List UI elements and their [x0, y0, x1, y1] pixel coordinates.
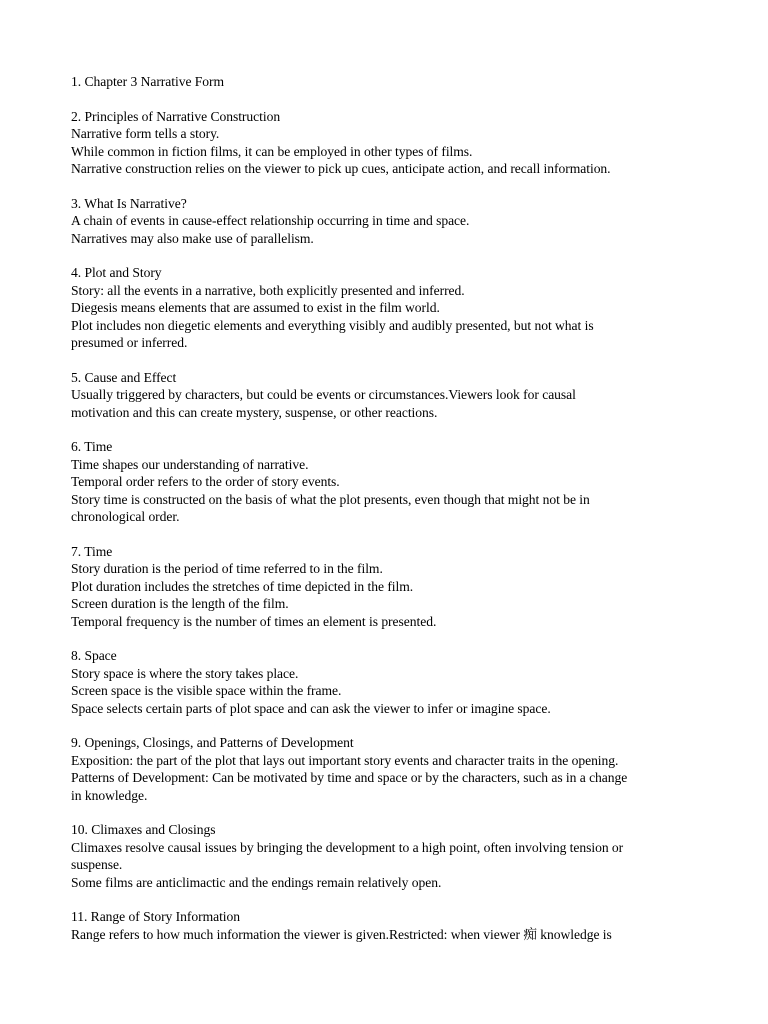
body-line: in knowledge. — [71, 787, 148, 803]
section-1 — [71, 73, 728, 90]
section-heading: 5. Cause and Effect — [71, 369, 177, 385]
body-line: Plot includes non diegetic elements and everything visibly and audibly presented, but not what is — [71, 317, 594, 333]
body-line: motivation and this can create mystery, suspense, or other reactions. — [71, 404, 438, 420]
body-line: Some films are anticlimactic and the endings remain relatively open. — [71, 874, 442, 890]
section-heading: 4. Plot and Story — [71, 265, 162, 281]
section-4 — [71, 264, 728, 351]
section-8 — [71, 647, 728, 717]
section-heading: 10. Climaxes and Closings — [71, 822, 216, 838]
section-heading: 7. Time — [71, 543, 113, 559]
section-heading: 11. Range of Story Information — [71, 909, 241, 925]
body-line: Narrative construction relies on the viewer to pick up cues, anticipate action, and recall information. — [71, 161, 611, 177]
section-heading: 6. Time — [71, 439, 113, 455]
body-line: Screen duration is the length of the film. — [71, 596, 289, 612]
section-10 — [71, 821, 728, 891]
body-line: presumed or inferred. — [71, 335, 188, 351]
body-line: Narrative form tells a story. — [71, 126, 220, 142]
section-9 — [71, 734, 728, 804]
body-line: Range refers to how much information the viewer is given.Restricted: when viewer 痴 knowledge is — [71, 926, 612, 942]
body-line: Story: all the events in a narrative, both explicitly presented and inferred. — [71, 282, 465, 298]
body-line: Exposition: the part of the plot that lays out important story events and character traits in the opening. — [71, 752, 619, 768]
body-line: Story time is constructed on the basis of what the plot presents, even though that might not be in — [71, 491, 590, 507]
section-11 — [71, 908, 728, 943]
body-line: While common in fiction films, it can be employed in other types of films. — [71, 143, 473, 159]
body-line: A chain of events in cause-effect relationship occurring in time and space. — [71, 213, 470, 229]
body-line: Climaxes resolve causal issues by bringing the development to a high point, often involving tension or — [71, 839, 624, 855]
section-heading: 3. What Is Narrative? — [71, 195, 187, 211]
body-line: Diegesis means elements that are assumed to exist in the film world. — [71, 300, 440, 316]
section-6 — [71, 438, 728, 525]
body-line: Screen space is the visible space within the frame. — [71, 683, 342, 699]
section-3 — [71, 195, 728, 247]
body-line: Plot duration includes the stretches of time depicted in the film. — [71, 578, 414, 594]
body-line: Patterns of Development: Can be motivated by time and space or by the characters, such as in a change — [71, 770, 628, 786]
body-line: Space selects certain parts of plot space and can ask the viewer to infer or imagine space. — [71, 700, 551, 716]
body-line: Time shapes our understanding of narrative. — [71, 456, 309, 472]
body-line: Story duration is the period of time referred to in the film. — [71, 561, 383, 577]
body-line: Temporal frequency is the number of times an element is presented. — [71, 613, 437, 629]
section-heading: 1. Chapter 3 Narrative Form — [71, 74, 225, 89]
section-2 — [71, 108, 728, 178]
body-line: Story space is where the story takes place. — [71, 665, 299, 681]
body-line: Temporal order refers to the order of story events. — [71, 474, 340, 490]
body-line: Narratives may also make use of parallelism. — [71, 230, 314, 246]
section-heading: 8. Space — [71, 648, 117, 664]
body-line: Usually triggered by characters, but could be events or circumstances.Viewers look for causal — [71, 387, 576, 403]
body-line: chronological order. — [71, 509, 180, 525]
section-heading: 2. Principles of Narrative Construction — [71, 108, 281, 124]
section-7 — [71, 543, 728, 630]
body-line: suspense. — [71, 857, 123, 873]
section-5 — [71, 369, 728, 421]
section-heading: 9. Openings, Closings, and Patterns of Development — [71, 735, 354, 751]
